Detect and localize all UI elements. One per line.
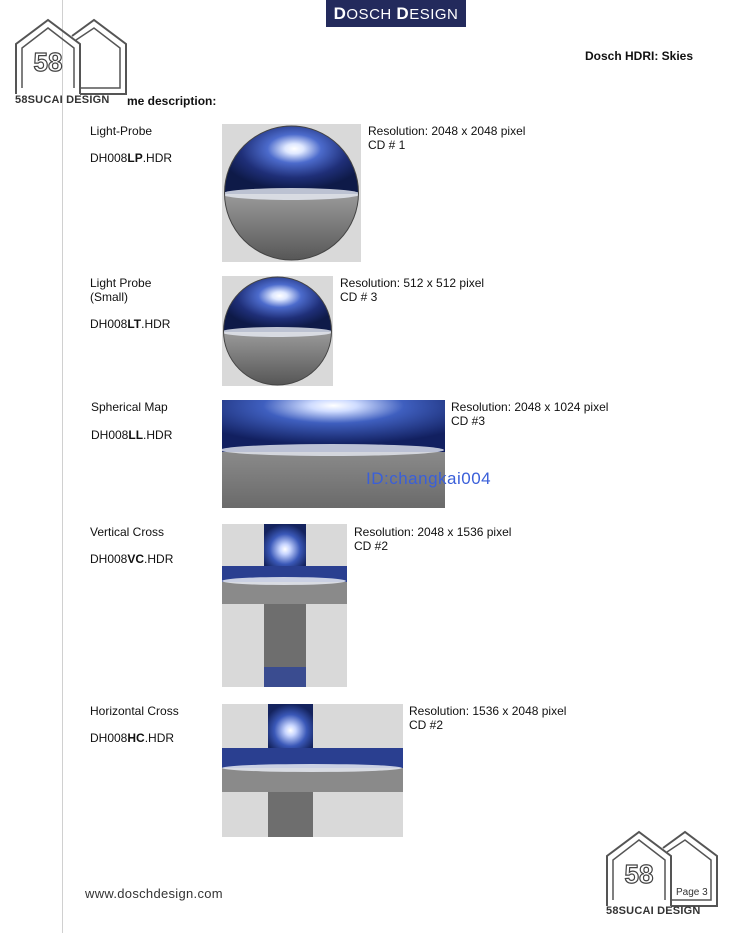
house-logo-icon	[12, 16, 132, 96]
left-margin-rule	[62, 0, 63, 933]
entry-cd: CD # 3	[340, 290, 378, 304]
entry-cd: CD # 1	[368, 138, 406, 152]
entry-resolution: Resolution: 2048 x 1024 pixel	[451, 400, 609, 414]
entry-cd: CD #2	[354, 539, 389, 553]
entry-cd: CD #3	[451, 414, 486, 428]
logo-number: 58	[33, 47, 63, 77]
logo-caption: 58SUCAI DESIGN	[606, 905, 701, 917]
light-probe-small-image	[222, 276, 333, 386]
entry-filename: DH008LL.HDR	[91, 428, 173, 442]
brand-badge: DOSCH DESIGN	[326, 0, 466, 27]
entry-resolution: Resolution: 2048 x 2048 pixel	[368, 124, 526, 138]
entry-label: Light Probe	[90, 276, 152, 290]
entry-resolution: Resolution: 1536 x 2048 pixel	[409, 704, 567, 718]
spherical-map-image	[222, 400, 445, 508]
entry-cd: CD #2	[409, 718, 444, 732]
watermark-overlay-text: ID:changkai004	[366, 469, 492, 488]
entry-filename: DH008VC.HDR	[90, 552, 174, 566]
entry-resolution: Resolution: 512 x 512 pixel	[340, 276, 485, 290]
entry-label: Vertical Cross	[90, 525, 165, 539]
horizontal-cross-image	[222, 704, 403, 837]
page-number: Page 3	[676, 887, 708, 898]
entry-filename: DH008LP.HDR	[90, 151, 173, 165]
logo-caption: 58SUCAI DESIGN	[15, 94, 110, 106]
watermark-logo-top	[12, 16, 132, 108]
light-probe-image	[222, 124, 361, 262]
entry-label: Horizontal Cross	[90, 704, 179, 718]
house-logo-icon	[603, 828, 723, 908]
vertical-cross-image	[222, 524, 347, 687]
watermark-logo-bottom	[603, 828, 723, 920]
entry-label: Spherical Map	[91, 400, 168, 414]
document-title: Dosch HDRI: Skies	[585, 49, 694, 63]
entry-resolution: Resolution: 2048 x 1536 pixel	[354, 525, 512, 539]
entry-filename: DH008LT.HDR	[90, 317, 171, 331]
logo-number: 58	[624, 859, 654, 889]
entry-label-sub: (Small)	[90, 290, 128, 304]
entry-label: Light-Probe	[90, 124, 153, 138]
footer-url[interactable]: www.doschdesign.com	[85, 886, 223, 901]
entry-filename: DH008HC.HDR	[90, 731, 175, 745]
section-title: me description:	[127, 94, 217, 108]
